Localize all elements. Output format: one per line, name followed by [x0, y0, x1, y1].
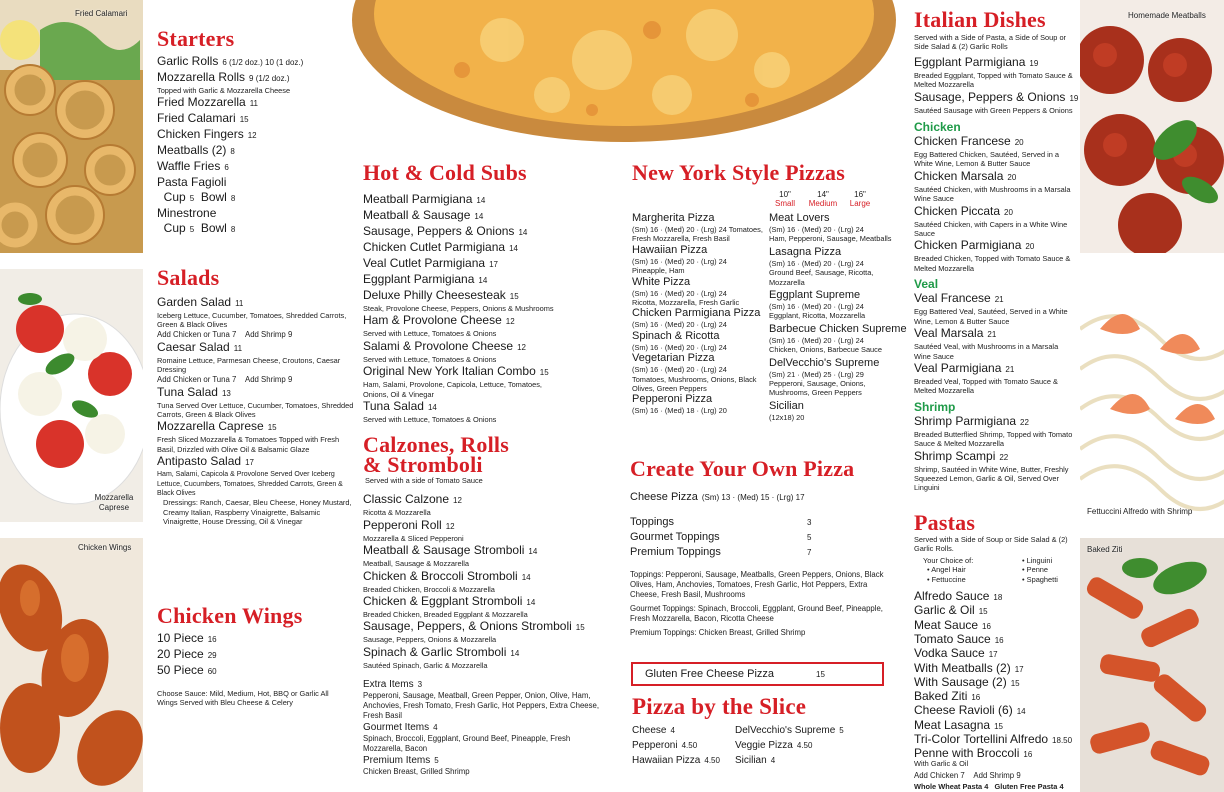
menu-item[interactable]: Classic Calzone 12	[363, 492, 462, 507]
photo-caption: Baked Ziti	[1087, 545, 1123, 554]
item-description: Tomatoes, Mushrooms, Onions, Black Olives, Green Peppers	[632, 374, 757, 394]
pasta-choice[interactable]: • Spaghetti	[1022, 574, 1058, 584]
calzones-subtitle: Served with a side of Tomato Sauce	[365, 476, 483, 485]
menu-item[interactable]: Garlic & Oil 15	[914, 603, 988, 618]
menu-item[interactable]: Meatball & Sausage Stromboli 14	[363, 543, 538, 558]
menu-item[interactable]: Sicilian	[769, 399, 804, 412]
item-description: Shrimp, Sautéed in White Wine, Butter, Freshly Squeezed Lemon, Garlic & Oil, Served Over Linguini	[914, 464, 1069, 493]
ny-pizza-title: New York Style Pizzas	[632, 160, 845, 185]
pastas-subtitle: Served with a Side of Soup or Side Salad & (2) Garlic Rolls.	[914, 535, 1068, 554]
item-description: Chicken, Onions, Barbecue Sauce	[769, 345, 882, 355]
item-description: Sautéed Sausage with Green Peppers & Onions	[914, 105, 1073, 115]
toppings-lists	[630, 570, 888, 638]
menu-item[interactable]: Meat Lovers	[769, 212, 830, 224]
menu-item[interactable]: Garlic Rolls 6 (1/2 doz.) 10 (1 doz.)	[157, 54, 304, 68]
item-description: Breaded Veal, Topped with Tomato Sauce & Melted Mozzarella	[914, 376, 1058, 396]
photo-caption: Mozzarella Caprese	[94, 493, 134, 512]
menu-item[interactable]: Sicilian 4	[735, 755, 776, 766]
extra-item[interactable]: Gourmet Items 4	[363, 722, 438, 734]
menu-item[interactable]: Eggplant Parmigiana 14	[363, 272, 488, 286]
pasta-choice[interactable]: • Angel Hair	[927, 565, 966, 575]
menu-item[interactable]: Chicken Parmigiana Pizza	[632, 307, 761, 320]
menu-item[interactable]: Tomato Sauce 16	[914, 631, 1004, 646]
item-price: (Sm) 16 · (Med) 20 · (Lrg) 24	[632, 288, 727, 298]
menu-item[interactable]: Margherita Pizza	[632, 212, 715, 224]
veal-heading: Veal	[914, 277, 939, 292]
photo-baked-ziti	[1080, 538, 1224, 792]
slice-right	[735, 723, 895, 768]
item-price: (Sm) 16 · (Med) 20 · (Lrg) 24	[769, 258, 864, 268]
item-price: (12x18) 20	[769, 412, 805, 422]
item-description: Sautéed Chicken, with Capers in a White Wine Sauce	[914, 219, 1068, 239]
extra-item[interactable]: Extra Items 3	[363, 679, 423, 691]
menu-item[interactable]: Chicken Cutlet Parmigiana 14	[363, 240, 518, 254]
size-small: 10" Small	[774, 190, 795, 208]
add-on[interactable]: Whole Wheat Pasta 4 Gluten Free Pasta 4	[914, 782, 1064, 791]
starters-section	[157, 28, 347, 237]
menu-item[interactable]: Cheese 4	[632, 725, 675, 736]
extra-item[interactable]: Premium Items 5	[363, 755, 439, 767]
item-description: Ham, Pepperoni, Sausage, Meatballs	[769, 234, 892, 244]
item-description: Breaded Butterflied Shrimp, Topped with Tomato Sauce & Melted Mozzarella	[914, 429, 1073, 449]
menu-item[interactable]: Chicken Fingers 12	[157, 127, 257, 142]
menu-item[interactable]: Tuna Salad 13	[157, 384, 231, 399]
menu-item[interactable]: Chicken & Broccoli Stromboli 14	[363, 568, 531, 583]
item-price: (Sm) 16 · (Med) 20 · (Lrg) 24 Tomatoes, Fresh Mozzarella, Fresh Basil	[632, 225, 763, 244]
menu-item[interactable]: Alfredo Sauce 18	[914, 589, 1003, 604]
menu-item[interactable]: Cheese Ravioli (6) 14	[914, 703, 1026, 718]
shrimp-heading: Shrimp	[914, 399, 956, 414]
calzones-title: Calzones, Rolls	[363, 432, 509, 457]
menu-item[interactable]: Hawaiian Pizza	[632, 243, 708, 256]
item-description: Pepperoni, Sausage, Meatball, Green Pepper, Onion, Olive, Ham, Anchovies, Fresh Tomato, Fresh Garlic, Hot Peppers, Extra Cheese, Fresh Basil	[363, 691, 600, 721]
menu-item[interactable]: Sausage, Peppers & Onions 19	[914, 89, 1079, 104]
topping-tier[interactable]: Toppings 3	[630, 516, 812, 528]
menu-item[interactable]: Minestrone	[157, 206, 217, 221]
menu-item[interactable]: Pepperoni Pizza	[632, 393, 713, 406]
menu-item[interactable]: DelVecchio's Supreme	[769, 356, 880, 369]
add-on[interactable]: Add Chicken or Tuna 7 Add Shrimp 9	[157, 329, 293, 339]
item-description: Breaded Eggplant, Topped with Tomato Sauce & Melted Mozzarella	[914, 70, 1073, 90]
item-description: Ricotta & Mozzarella	[363, 508, 431, 518]
item-price: (Sm) 16 · (Med) 20 · (Lrg) 24	[769, 335, 864, 345]
item-description: Pepperoni, Sausage, Onions, Mushrooms, Green Peppers	[769, 379, 866, 398]
menu-item[interactable]: Meatball Parmigiana 14	[363, 192, 486, 206]
item-price: (Sm) 16 · (Med) 20 · (Lrg) 24	[632, 256, 727, 266]
create-pizza-section	[630, 458, 910, 505]
subs-section	[363, 162, 613, 424]
premium-list: Premium Toppings: Chicken Breast, Grilled Shrimp	[630, 628, 806, 637]
item-description: Steak, Provolone Cheese, Peppers, Onions & Mushrooms	[363, 304, 554, 313]
menu-item[interactable]: Meatball & Sausage 14	[363, 208, 484, 222]
menu-item[interactable]: Lasagna Pizza	[769, 245, 842, 258]
slice-section	[632, 695, 902, 718]
item-description: Meatball, Sausage & Mozzarella	[363, 559, 469, 569]
item-description: Pineapple, Ham	[632, 266, 685, 276]
menu-item[interactable]: With Sausage (2) 15	[914, 674, 1020, 689]
menu-item[interactable]: White Pizza	[632, 275, 691, 288]
pasta-choice-label: Your Choice of:	[923, 555, 974, 565]
item-description: Served with Lettuce, Tomatoes & Onions	[363, 329, 497, 339]
menu-item[interactable]: Antipasto Salad 17	[157, 454, 254, 469]
item-description: Ham, Salami, Capicola & Provolone Served Over Iceberg Lettuce, Cucumbers, Tomatoes, Shredded Carrots, Green & Black Olives	[157, 471, 343, 498]
subs-title: Hot & Cold Subs	[363, 160, 527, 185]
menu-item[interactable]: Caesar Salad 11	[157, 339, 243, 354]
photo-caption: Fried Calamari	[75, 9, 128, 18]
menu-item[interactable]: Waffle Fries 6	[157, 159, 229, 174]
italian-subtitle: Served with a Side of Pasta, a Side of Soup or Side Salad & (2) Garlic Rolls	[914, 33, 1067, 52]
menu-item[interactable]: Veal Parmigiana 21	[914, 360, 1015, 375]
menu-item[interactable]: Veggie Pizza 4.50	[735, 740, 813, 751]
item-price: (Sm) 16 · (Med) 20 · (Lrg) 24	[632, 365, 727, 375]
menu-item[interactable]: DelVecchio's Supreme 5	[735, 725, 844, 736]
item-description: Sautéed Chicken, with Mushrooms in a Marsala Wine Sauce	[914, 184, 1071, 204]
chicken-heading: Chicken	[914, 120, 961, 135]
pasta-choice[interactable]: • Fettuccine	[927, 574, 966, 584]
photo-homemade-meatballs	[1080, 0, 1224, 253]
menu-item[interactable]: Fried Calamari 15	[157, 111, 249, 126]
item-price: (Sm) 16 · (Med) 20 · (Lrg) 24	[632, 342, 727, 352]
menu-item[interactable]: Shrimp Parmigiana 22	[914, 413, 1029, 428]
menu-item[interactable]: Chicken Parmigiana 20	[914, 238, 1035, 253]
item-description: Romaine Lettuce, Parmesan Cheese, Croutons, Caesar Dressing	[157, 355, 341, 375]
item-price: (Sm) 21 · (Med) 25 · (Lrg) 29	[769, 369, 864, 379]
gourmet-list: Gourmet Toppings: Spinach, Broccoli, Eggplant, Ground Beef, Pineapple, Fresh Mozzarella, Bacon, Ricotta Cheese	[630, 604, 883, 623]
menu-item[interactable]: Eggplant Parmigiana 19	[914, 54, 1039, 69]
menu-item[interactable]: Ham & Provolone Cheese 12	[363, 313, 515, 328]
item-price: (Sm) 16 · (Med) 18 · (Lrg) 20	[632, 406, 727, 416]
pasta-choice[interactable]: • Linguini	[1022, 555, 1053, 565]
item-description: Breaded Chicken, Breaded Eggplant & Mozzarella	[363, 610, 528, 620]
item-description: Tuna Served Over Lettuce, Cucumber, Tomatoes, Shredded Carrots, Green & Black Olives	[157, 400, 354, 420]
dressings-note: Dressings: Ranch, Caesar, Bleu Cheese, Honey Mustard, Creamy Italian, Raspberry Vinaigrette, Balsamic Vinaigrette, House Dressing, Oil & Vinegar	[163, 498, 352, 527]
toppings-prices	[630, 515, 815, 560]
item-description: Breaded Chicken, Topped with Tomato Sauce & Melted Mozzarella	[914, 254, 1071, 273]
item-description: Sautéed Veal, with Mushrooms in a Marsala Wine Sauce	[914, 342, 1059, 361]
menu-item[interactable]: Penne with Broccoli 16	[914, 746, 1033, 761]
menu-item[interactable]: Chicken & Eggplant Stromboli 14	[363, 594, 536, 609]
item-description: Fresh Sliced Mozzarella & Tomatoes Topped with Fresh Basil, Drizzled with Olive Oil & Balsamic Glaze	[157, 435, 340, 454]
item-description: With Garlic & Oil	[914, 758, 969, 768]
menu-item[interactable]: Cup 5 Bowl 8	[160, 190, 236, 205]
toppings-list: Toppings: Pepperoni, Sausage, Meatballs, Green Peppers, Onions, Black Olives, Ham, Anchovies, Tomatoes, Fresh Garlic, Hot Peppers, Extra Cheese, Fresh Basil, Mushrooms	[630, 570, 884, 599]
italian-section	[914, 7, 1079, 493]
menu-item[interactable]: Salami & Provolone Cheese 12	[363, 338, 526, 353]
menu-item[interactable]: Mozzarella Caprese 15	[157, 419, 277, 434]
item-description: Breaded Chicken, Broccoli & Mozzarella	[363, 584, 495, 594]
menu-item[interactable]: Pepperoni Roll 12	[363, 517, 455, 532]
menu-item[interactable]: Veal Marsala 21	[914, 326, 997, 341]
menu-item[interactable]: Original New York Italian Combo 15	[363, 364, 549, 379]
menu-item[interactable]: Chicken Marsala 20	[914, 168, 1017, 183]
ny-pizza-left-column	[632, 212, 767, 416]
item-description: Egg Battered Chicken, Sautéed, Served in a White Wine, Lemon & Butter Sauce	[914, 150, 1060, 169]
item-price: (Sm) 16 · (Med) 20 · (Lrg) 24	[769, 302, 864, 312]
gluten-free-pizza[interactable]: Gluten Free Cheese Pizza 15	[631, 662, 884, 686]
topping-tier[interactable]: Gourmet Toppings 5	[630, 531, 812, 543]
menu-item[interactable]: 20 Piece 29	[157, 647, 217, 661]
menu-item[interactable]: Cup 5 Bowl 8	[160, 221, 236, 236]
item-description: Ham, Salami, Provolone, Capicola, Lettuce, Tomatoes, Onions, Oil & Vinegar	[363, 380, 542, 399]
salads-title: Salads	[157, 265, 220, 290]
photo-chicken-wings	[0, 538, 143, 792]
menu-item[interactable]: Tuna Salad 14	[363, 399, 437, 414]
menu-item[interactable]: Spinach & Ricotta	[632, 329, 720, 342]
item-description: Served with Lettuce, Tomatoes & Onions	[363, 415, 497, 425]
menu-item[interactable]: Sausage, Peppers & Onions 14	[363, 224, 528, 238]
photo-caption: Chicken Wings	[78, 543, 132, 552]
item-description: Spinach, Broccoli, Eggplant, Ground Beef, Pineapple, Fresh Mozzarella, Bacon	[363, 734, 571, 754]
menu-item[interactable]: Spinach & Garlic Stromboli 14	[363, 644, 520, 659]
ny-pizza-section	[632, 162, 907, 184]
item-description: Eggplant, Ricotta, Mozzarella	[769, 311, 866, 321]
item-description: Served with Lettuce, Tomatoes & Onions	[363, 354, 497, 364]
photo-fettuccini-alfredo	[1080, 269, 1224, 522]
menu-item[interactable]: Baked Ziti 16	[914, 689, 981, 704]
item-description: Sausage, Peppers, Onions & Mozzarella	[363, 635, 497, 645]
menu-item[interactable]: Barbecue Chicken Supreme	[769, 322, 907, 335]
menu-item[interactable]: Pepperoni 4.50	[632, 740, 698, 751]
menu-item[interactable]: Pasta Fagioli	[157, 175, 227, 190]
menu-item[interactable]: Shrimp Scampi 22	[914, 448, 1009, 463]
menu-item[interactable]: Veal Francese 21	[914, 291, 1004, 306]
menu-item[interactable]: Fried Mozzarella 11	[157, 95, 259, 110]
menu-item[interactable]: Meat Lasagna 15	[914, 717, 1003, 732]
pasta-choice[interactable]: • Penne	[1022, 565, 1049, 575]
topping-tier[interactable]: Premium Toppings 7	[630, 546, 812, 558]
menu-item[interactable]: Chicken Francese 20	[914, 134, 1024, 149]
wings-section	[157, 605, 352, 708]
menu-item[interactable]: Hawaiian Pizza 4.50	[632, 755, 720, 766]
pastas-section	[914, 512, 1074, 792]
photo-caption: Homemade Meatballs	[1128, 11, 1206, 20]
pastas-title: Pastas	[914, 510, 976, 535]
photo-pizza	[352, 0, 896, 142]
menu-item[interactable]: 10 Piece 16	[157, 631, 217, 645]
photo-mozzarella-caprese	[0, 269, 143, 522]
menu-item[interactable]: Veal Cutlet Parmigiana 17	[363, 256, 498, 270]
item-description: Egg Battered Veal, Sautéed, Served in a White Wine, Lemon & Butter Sauce	[914, 307, 1068, 326]
size-large: 16" Large	[849, 190, 871, 208]
photo-caption: Fettuccini Alfredo with Shrimp	[1087, 507, 1193, 516]
cheese-pizza[interactable]: Cheese Pizza (Sm) 13 · (Med) 15 · (Lrg) 17	[630, 491, 805, 503]
menu-item[interactable]: Mozzarella Rolls 9 (1/2 doz.)	[157, 70, 290, 84]
menu-item[interactable]: Tri-Color Tortellini Alfredo 18.50	[914, 732, 1073, 746]
item-description: Ricotta, Mozzarella, Fresh Garlic	[632, 298, 740, 308]
item-description: Ground Beef, Sausage, Ricotta, Mozzarella	[769, 268, 874, 287]
menu-item[interactable]: Meatballs (2) 8	[157, 143, 235, 158]
item-price: (Sm) 16 · (Med) 20 · (Lrg) 24	[769, 225, 864, 234]
menu-item[interactable]: Garden Salad 11	[157, 295, 244, 309]
menu-item[interactable]: 50 Piece 60	[157, 663, 217, 677]
item-description: Sautéed Spinach, Garlic & Mozzarella	[363, 660, 488, 670]
menu-item[interactable]: Vegetarian Pizza	[632, 352, 715, 365]
wings-note: Choose Sauce: Mild, Medium, Hot, BBQ or Garlic All Wings Served with Bleu Cheese & Celery	[157, 689, 329, 708]
size-medium: 14" Medium	[808, 190, 838, 208]
menu-item[interactable]: Eggplant Supreme	[769, 289, 861, 302]
item-description: Iceberg Lettuce, Cucumber, Tomatoes, Shredded Carrots, Green & Black Olives	[157, 311, 347, 330]
add-on[interactable]: Add Chicken or Tuna 7 Add Shrimp 9	[157, 374, 293, 384]
calzones-section	[363, 434, 613, 777]
menu-item[interactable]: Sausage, Peppers, & Onions Stromboli 15	[363, 619, 585, 634]
calzones-title-2: & Stromboli	[363, 452, 483, 477]
create-title: Create Your Own Pizza	[630, 456, 855, 481]
menu-item[interactable]: Vodka Sauce 17	[914, 646, 998, 661]
menu-item[interactable]: With Meatballs (2) 17	[914, 660, 1024, 675]
starters-title: Starters	[157, 26, 235, 51]
photo-fried-calamari	[0, 0, 143, 253]
item-description: Mozzarella & Sliced Pepperoni	[363, 533, 464, 543]
item-description: Chicken Breast, Grilled Shrimp	[363, 767, 470, 777]
menu-item[interactable]: Deluxe Philly Cheesesteak 15	[363, 288, 519, 302]
slice-left	[632, 723, 732, 768]
italian-title: Italian Dishes	[914, 7, 1046, 32]
menu-item[interactable]: Meat Sauce 16	[914, 617, 991, 632]
ny-pizza-right-column	[769, 212, 907, 422]
add-on[interactable]: Add Chicken 7 Add Shrimp 9	[914, 771, 1021, 780]
wings-title: Chicken Wings	[157, 603, 303, 628]
menu-item[interactable]: Chicken Piccata 20	[914, 203, 1013, 218]
item-description: Topped with Garlic & Mozzarella Cheese	[157, 86, 291, 95]
salads-section	[157, 267, 355, 527]
item-price: (Sm) 16 · (Med) 20 · (Lrg) 24	[632, 320, 727, 330]
slice-title: Pizza by the Slice	[632, 694, 807, 719]
